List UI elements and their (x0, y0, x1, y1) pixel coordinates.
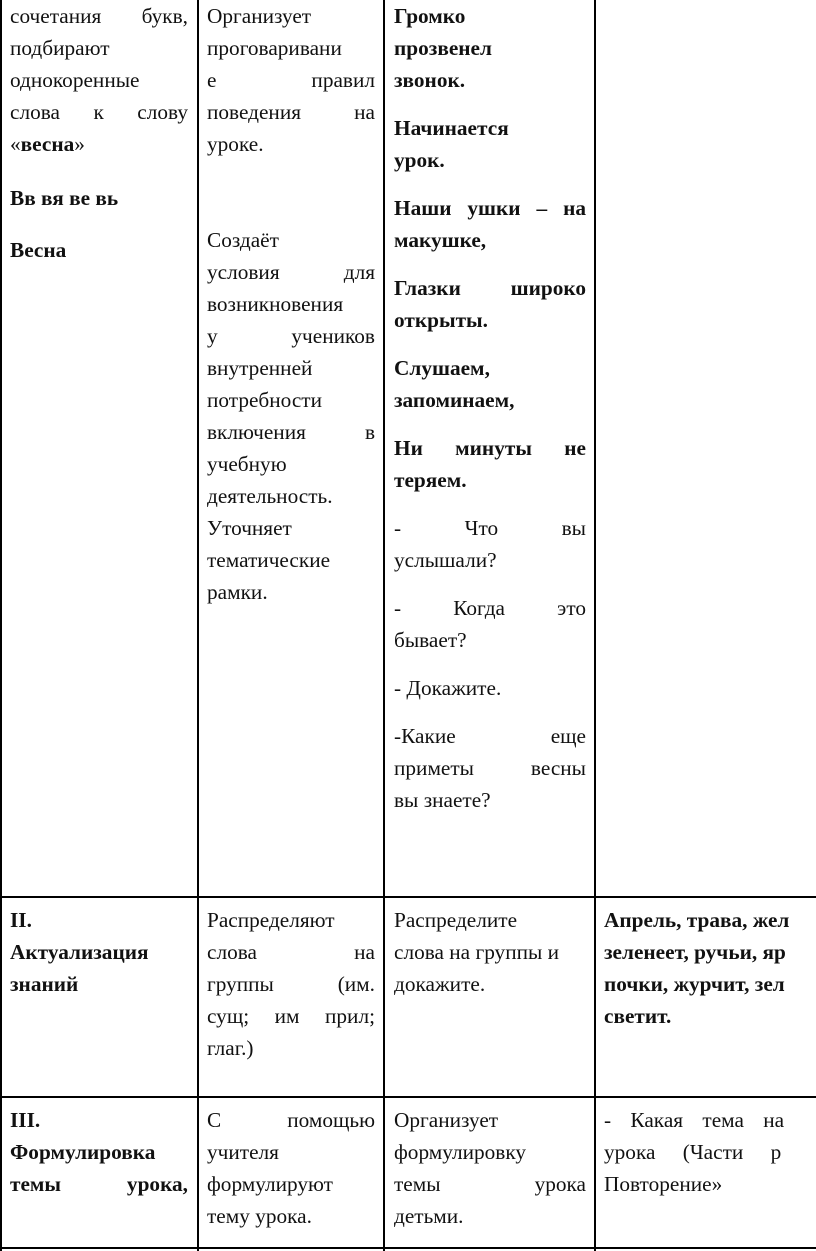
cell-line: Организует (394, 1108, 499, 1132)
row1-col1-cell (10, 0, 188, 266)
table-border-bottom (0, 1247, 816, 1249)
poem-line: Слушаем, (394, 356, 490, 380)
letter-combinations: Вв вя ве вь (10, 186, 119, 210)
stage-title-line: темы урока, (10, 1172, 188, 1196)
question-line: бывает? (394, 628, 467, 652)
cell-line: рамки. (207, 580, 268, 604)
quote-open: « (10, 132, 21, 156)
question-block (394, 512, 586, 576)
poem-line: макушке, (394, 228, 487, 252)
table-border-row2 (0, 1096, 816, 1098)
cell-line: - Какая тема на (604, 1108, 785, 1132)
cell-line: Организует (207, 4, 312, 28)
cell-line: е правил (207, 68, 375, 92)
poem-stanza (394, 352, 586, 416)
poem-line: Наши ушки – на (394, 196, 586, 220)
poem-line: Ни минуты не (394, 436, 586, 460)
poem-line: Начинается (394, 116, 509, 140)
cell-line: тему урока. (207, 1204, 312, 1228)
cell-line: проговаривани (207, 36, 342, 60)
question-line: вы знаете? (394, 788, 491, 812)
cell-line: потребности (207, 388, 323, 412)
cell-line: сущ; им прил; (207, 1004, 375, 1028)
row2-col2-cell (207, 904, 375, 1064)
cell-line: однокоренные (10, 68, 140, 92)
cell-line: группы (им. (207, 972, 375, 996)
stage-title-line: знаний (10, 972, 79, 996)
cell-line: возникновения (207, 292, 344, 316)
row1-col2-cell (207, 0, 375, 608)
cell-line: Повторение» (604, 1172, 723, 1196)
cell-line: уроке. (207, 132, 264, 156)
quoted-word: весна (20, 132, 75, 156)
table-border-col3 (594, 0, 596, 1251)
poem-line: звонок. (394, 68, 466, 92)
spacer (207, 160, 375, 224)
poem-stanza (394, 0, 586, 96)
cell-line: слова к слову (10, 100, 188, 124)
poem-stanza (394, 192, 586, 256)
row3-col2-cell (207, 1104, 375, 1232)
key-word: Весна (10, 238, 67, 262)
question-line: - Докажите. (394, 676, 502, 700)
poem-line: открыты. (394, 308, 488, 332)
poem-line: урок. (394, 148, 445, 172)
cell-line: сочетания букв, (10, 4, 188, 28)
row1-col3-cell (394, 0, 586, 816)
question-line: - Когда это (394, 596, 586, 620)
cell-line: поведения на (207, 100, 375, 124)
cell-line: деятельность. (207, 484, 333, 508)
cell-line: включения в (207, 420, 375, 444)
row3-col4-cell (604, 1104, 816, 1200)
table-border-col2 (383, 0, 385, 1251)
question-block (394, 672, 586, 704)
poem-stanza (394, 272, 586, 336)
cell-line: Распределяют (207, 908, 335, 932)
cell-line: С помощью (207, 1108, 375, 1132)
question-line: услышали? (394, 548, 497, 572)
question-line: приметы весны (394, 756, 586, 780)
row2-col4-cell (604, 904, 816, 1032)
row2-col3-cell (394, 904, 586, 1000)
question-block (394, 592, 586, 656)
poem-line: Глазки широко (394, 276, 586, 300)
cell-line: слова на (207, 940, 375, 964)
word-list-line: зеленеет, ручьи, яр (604, 940, 786, 964)
table-border-left (0, 0, 2, 1251)
word-list-line: светит. (604, 1004, 672, 1028)
cell-line: урока (Части р (604, 1140, 782, 1164)
cell-line: слова на группы и (394, 940, 560, 964)
cell-line: учебную (207, 452, 287, 476)
quote-close: » (74, 132, 85, 156)
cell-line: формулируют (207, 1172, 333, 1196)
cell-line: глаг.) (207, 1036, 254, 1060)
cell-line: внутренней (207, 356, 313, 380)
cell-line: докажите. (394, 972, 486, 996)
word-list-line: Апрель, трава, жел (604, 908, 790, 932)
quoted-word-line (10, 128, 188, 160)
question-block (394, 720, 586, 816)
poem-stanza (394, 112, 586, 176)
table-border-row1 (0, 896, 816, 898)
stage-title-line: Актуализация (10, 940, 149, 964)
poem-line: запоминаем, (394, 388, 515, 412)
question-line: -Какие еще (394, 724, 586, 748)
cell-line: формулировку (394, 1140, 527, 1164)
cell-line: Распределите (394, 908, 518, 932)
cell-line: Уточняет (207, 516, 292, 540)
row3-col1-cell (10, 1104, 188, 1200)
cell-line: детьми. (394, 1204, 464, 1228)
stage-title-line: Формулировка (10, 1140, 156, 1164)
word-list-line: почки, журчит, зел (604, 972, 785, 996)
cell-line: подбирают (10, 36, 110, 60)
poem-stanza (394, 432, 586, 496)
row2-col1-cell (10, 904, 188, 1000)
table-border-col1 (197, 0, 199, 1251)
poem-line: прозвенел (394, 36, 492, 60)
poem-line: теряем. (394, 468, 467, 492)
question-line: - Что вы (394, 516, 586, 540)
cell-line: у учеников (207, 324, 375, 348)
poem-line: Громко (394, 4, 466, 28)
stage-number: III. (10, 1108, 41, 1132)
stage-number: II. (10, 908, 32, 932)
cell-line: Создаёт (207, 228, 279, 252)
cell-line: темы урока (394, 1172, 586, 1196)
row3-col3-cell (394, 1104, 586, 1232)
cell-line: учителя (207, 1140, 279, 1164)
cell-line: тематические (207, 548, 331, 572)
cell-line: условия для (207, 260, 375, 284)
